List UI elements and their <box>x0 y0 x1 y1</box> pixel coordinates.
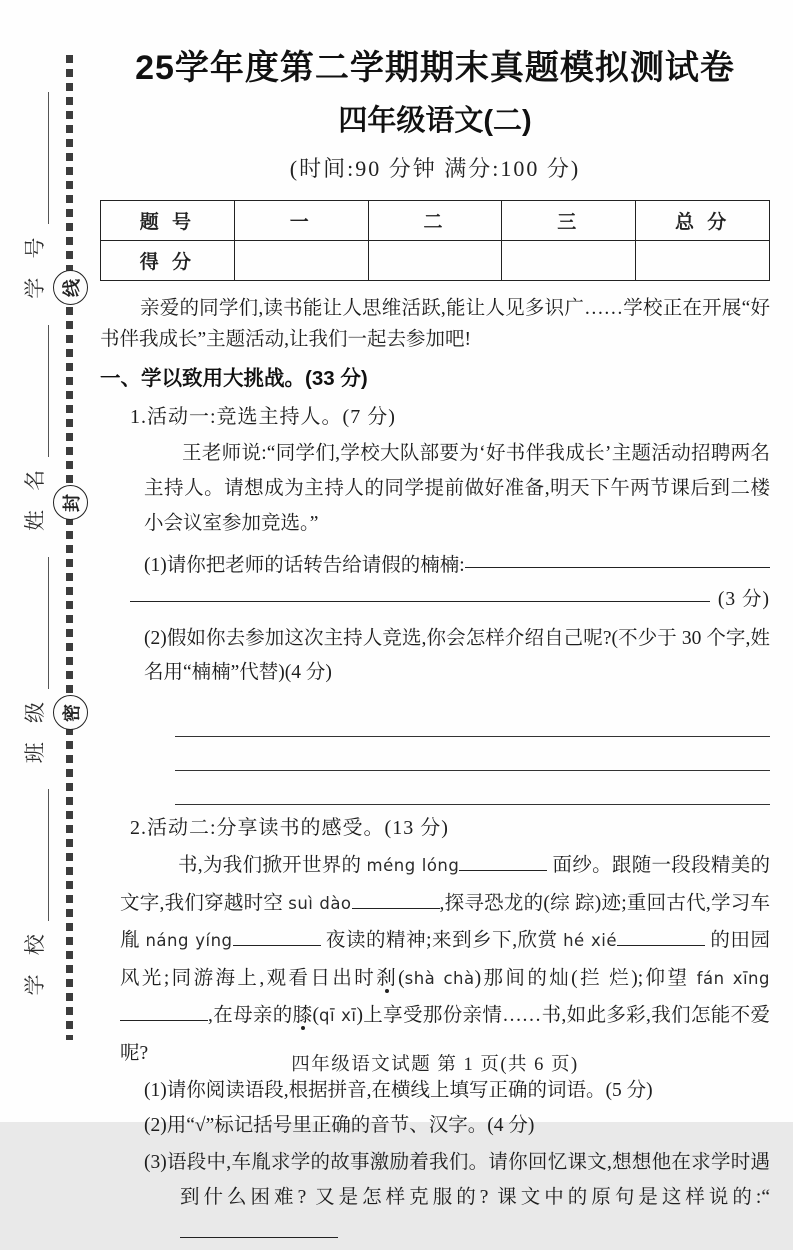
passage-text: ( <box>312 1005 319 1026</box>
question-1-1-score-line <box>130 585 770 616</box>
seal-stamp-feng: 封 <box>53 485 88 520</box>
seal-field-blank <box>25 557 49 689</box>
pinyin-hint: shà chà <box>404 968 475 988</box>
seal-stamp-mi: 密 <box>53 695 88 730</box>
passage-text: )那间的灿(拦 烂);仰望 <box>474 967 697 989</box>
seal-field-blank <box>25 325 49 457</box>
question-2-3-text: (3)语段中,车胤求学的故事激励着我们。请你回忆课文,想想他在求学时遇到什么困难? 又是怎样克服的? 课文中的原句是这样说的:“ <box>144 1152 770 1208</box>
passage-text: ,在母亲的 <box>208 1005 293 1026</box>
answer-blank-line <box>180 1218 338 1239</box>
question-1-1 <box>144 550 770 581</box>
score-table-col-3: 三 <box>502 201 636 241</box>
pinyin-hint: qī xī <box>318 1006 357 1025</box>
seal-field-label: 学 校 <box>23 927 47 996</box>
fill-in-blank <box>120 1001 208 1022</box>
passage-text: 面纱。跟随一段段精美的文字,我们穿越时空 <box>120 855 770 914</box>
score-cell <box>234 241 368 281</box>
score-table-score-row <box>101 241 770 281</box>
score-table-corner: 题 号 <box>101 201 235 241</box>
passage-text: )上享受那份亲情……书,如此多彩,我们怎能不爱呢? <box>120 1005 770 1064</box>
pinyin-hint: náng yíng <box>145 931 233 950</box>
seal-field-label: 姓 名 <box>23 462 47 531</box>
score-table-col-2: 二 <box>368 201 502 241</box>
passage-text: ,探寻恐龙的(综 踪)迹;重回古代,学习车胤 <box>120 892 770 951</box>
passage-text: 夜读的精神;来到乡下,欣赏 <box>320 930 564 951</box>
emphasized-character: 刹 <box>376 967 399 989</box>
section-one-heading: 一、学以致用大挑战。(33 分) <box>100 367 368 390</box>
teacher-speech: 王老师说:“同学们,学校大队部要为‘好书伴我成长’主题活动招聘两名主持人。请想成为主持人的同学提前做好准备,明天下午两节课后到二楼小会议室参加竞选。” <box>144 443 770 534</box>
answer-blank-line <box>465 547 770 568</box>
question-1-1-label: (1)请你把老师的话转告给请假的楠楠: <box>144 554 465 576</box>
score-table-header-row <box>101 201 770 241</box>
question-1-2: (2)假如你去参加这次主持人竞选,你会怎样介绍自己呢?(不少于 30 个字,姓名用“楠楠”代替)(4 分) <box>144 628 770 683</box>
seal-field-blank <box>25 93 49 225</box>
question-1-1-score: (3 分) <box>717 589 770 610</box>
activity2-title: 2.活动二:分享读书的感受。(13 分) <box>130 817 449 839</box>
fill-in-blank <box>459 851 547 872</box>
pinyin-hint: suì dào <box>288 893 352 913</box>
activity1-title: 1.活动一:竞选主持人。(7 分) <box>130 406 396 428</box>
fill-in-blank <box>233 926 321 947</box>
seal-field-school <box>19 789 49 995</box>
passage-text: 书,为我们掀开世界的 <box>178 855 367 876</box>
pinyin-hint: méng lóng <box>366 856 460 875</box>
score-row-label: 得 分 <box>101 241 235 281</box>
answer-blank-line <box>175 703 770 737</box>
seal-field-label: 学 号 <box>23 230 47 299</box>
answer-blank-line <box>175 737 770 771</box>
seal-field-label: 班 级 <box>23 695 47 764</box>
question-2-1: (1)请你阅读语段,根据拼音,在横线上填写正确的词语。(5 分) <box>144 1080 653 1101</box>
seal-dashed-line <box>66 55 73 1040</box>
reading-passage <box>120 847 770 1072</box>
seal-field-blank <box>25 789 49 921</box>
question-2-2: (2)用“√”标记括号里正确的音节、汉字。(4 分) <box>144 1115 535 1136</box>
seal-field-student-number <box>19 93 49 299</box>
fill-in-blank <box>617 926 705 947</box>
seal-field-name <box>19 325 49 531</box>
question-2-3 <box>144 1145 770 1250</box>
score-cell <box>636 241 770 281</box>
seal-field-class <box>19 557 49 763</box>
answer-blank-line <box>175 771 770 805</box>
paper-subtitle: 四年级语文(二) <box>338 105 532 137</box>
seal-info-fields <box>16 94 52 994</box>
score-cell <box>502 241 636 281</box>
emphasized-character: 膝 <box>292 1005 313 1026</box>
page-footer: 四年级语文试题 第 1 页(共 6 页) <box>291 1055 579 1075</box>
time-score-meta: (时间:90 分钟 满分:100 分) <box>289 156 581 181</box>
intro-paragraph: 亲爱的同学们,读书能让人思维活跃,能让人见多识广……学校正在开展“好书伴我成长”主题活动,让我们一起去参加吧! <box>100 298 770 350</box>
answer-blank-line <box>130 582 710 603</box>
paper-title: 25学年度第二学期期末真题模拟测试卷 <box>135 49 735 87</box>
fill-in-blank <box>352 888 440 909</box>
score-table <box>100 200 770 281</box>
passage-text: 的田园风光;同游海上,观看日出时 <box>120 930 770 989</box>
passage-text: ( <box>398 967 405 989</box>
answer-lines <box>175 703 770 805</box>
score-table-col-1: 一 <box>234 201 368 241</box>
seal-stamp-xian: 线 <box>53 270 88 305</box>
pinyin-hint: hé xié <box>563 931 617 950</box>
pinyin-hint: fán xīng <box>696 968 770 988</box>
score-cell <box>368 241 502 281</box>
score-table-col-total: 总 分 <box>636 201 770 241</box>
